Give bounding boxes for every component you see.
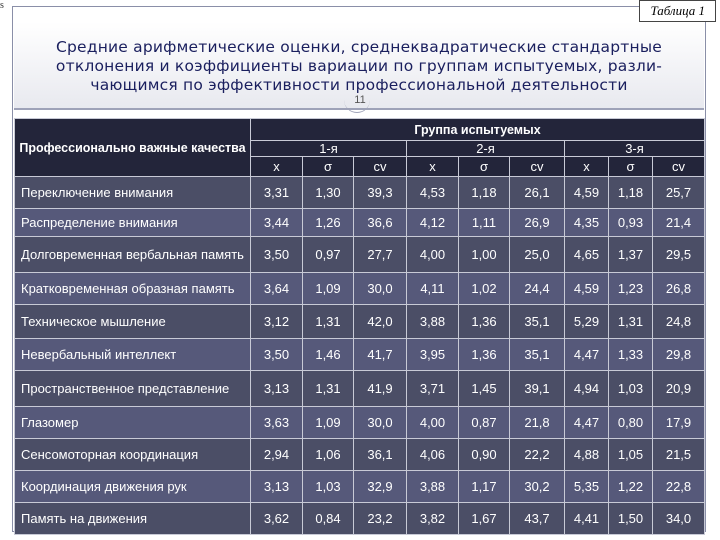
table-cell: 3,44 (251, 209, 303, 237)
quality-name: Сенсомоторная координация (15, 439, 251, 471)
table-cell: 5,29 (565, 305, 609, 339)
table-cell: 1,02 (459, 273, 510, 305)
table-cell: 0,87 (459, 407, 510, 439)
table-cell: 3,63 (251, 407, 303, 439)
table-cell: 1,18 (609, 177, 653, 209)
results-table (14, 118, 705, 535)
table-cell: 27,7 (354, 237, 407, 273)
table-cell: 1,30 (303, 177, 354, 209)
table-cell: 1,33 (609, 339, 653, 371)
quality-name: Невербальный интеллект (15, 339, 251, 371)
table-cell: 3,82 (407, 503, 459, 535)
table-cell: 4,94 (565, 371, 609, 407)
quality-name: Пространственное представление (15, 371, 251, 407)
quality-name: Распределение внимания (15, 209, 251, 237)
header-group: Группа испытуемых (251, 119, 705, 141)
table-cell: 17,9 (653, 407, 705, 439)
title-line: отклонения и коэффициенты вариации по группам испытуемых, разли- (55, 57, 663, 75)
table-cell: 1,31 (609, 305, 653, 339)
table-cell: 1,46 (303, 339, 354, 371)
header-quality: Профессионально важные качества (15, 119, 251, 177)
table-cell: 1,37 (609, 237, 653, 273)
table-cell: 3,88 (407, 471, 459, 503)
table-cell: 21,8 (510, 407, 565, 439)
table-cell: 30,0 (354, 273, 407, 305)
quality-name: Память на движения (15, 503, 251, 535)
table-cell: 4,00 (407, 407, 459, 439)
table-cell: 1,36 (459, 339, 510, 371)
quality-name: Переключение внимания (15, 177, 251, 209)
table-row (15, 371, 705, 407)
table-cell: 4,47 (565, 407, 609, 439)
table-cell: 4,11 (407, 273, 459, 305)
page-mark: s (0, 0, 4, 11)
header-col-x: x (251, 157, 303, 177)
table-cell: 0,93 (609, 209, 653, 237)
table-cell: 4,41 (565, 503, 609, 535)
table-cell: 1,45 (459, 371, 510, 407)
header-col-cv: cv (510, 157, 565, 177)
header-col-sigma: σ (609, 157, 653, 177)
table-cell: 36,6 (354, 209, 407, 237)
header-col-x: x (407, 157, 459, 177)
table-cell: 21,5 (653, 439, 705, 471)
table-cell: 3,88 (407, 305, 459, 339)
table-cell: 4,59 (565, 273, 609, 305)
table-cell: 4,53 (407, 177, 459, 209)
table-cell: 0,97 (303, 237, 354, 273)
table-cell: 4,59 (565, 177, 609, 209)
quality-name: Глазомер (15, 407, 251, 439)
header-col-sigma: σ (303, 157, 354, 177)
title-line: Средние арифметические оценки, среднеквадратические стандартные (55, 38, 662, 56)
table-label: Таблица 1 (639, 0, 716, 22)
table-cell: 1,09 (303, 273, 354, 305)
table-cell: 39,3 (354, 177, 407, 209)
table-cell: 26,9 (510, 209, 565, 237)
table-row (15, 273, 705, 305)
quality-name: Долговременная вербальная память (15, 237, 251, 273)
table-cell: 35,1 (510, 339, 565, 371)
table-cell: 1,67 (459, 503, 510, 535)
table-cell: 3,64 (251, 273, 303, 305)
table-cell: 1,11 (459, 209, 510, 237)
table-cell: 1,31 (303, 371, 354, 407)
table-cell: 0,90 (459, 439, 510, 471)
table-cell: 41,7 (354, 339, 407, 371)
table-cell: 2,94 (251, 439, 303, 471)
table-row (15, 503, 705, 535)
table-row (15, 439, 705, 471)
table-cell: 1,26 (303, 209, 354, 237)
table-cell: 1,03 (609, 371, 653, 407)
table-cell: 1,50 (609, 503, 653, 535)
table-cell: 1,31 (303, 305, 354, 339)
table-cell: 1,17 (459, 471, 510, 503)
table-cell: 3,13 (251, 471, 303, 503)
table-cell: 24,4 (510, 273, 565, 305)
slide-title (14, 38, 704, 95)
table-cell: 3,50 (251, 237, 303, 273)
table-cell: 25,0 (510, 237, 565, 273)
table-cell: 22,8 (653, 471, 705, 503)
table-cell: 43,7 (510, 503, 565, 535)
table-cell: 35,1 (510, 305, 565, 339)
table-cell: 26,1 (510, 177, 565, 209)
table-cell: 1,00 (459, 237, 510, 273)
table-cell: 4,88 (565, 439, 609, 471)
table-cell: 25,7 (653, 177, 705, 209)
header-col-cv: cv (354, 157, 407, 177)
table-cell: 39,1 (510, 371, 565, 407)
table-row (15, 407, 705, 439)
table-cell: 0,84 (303, 503, 354, 535)
table-cell: 1,23 (609, 273, 653, 305)
header-group-2: 2-я (407, 141, 565, 157)
table-row (15, 177, 705, 209)
table-cell: 1,06 (303, 439, 354, 471)
quality-name: Техническое мышление (15, 305, 251, 339)
table-cell: 3,12 (251, 305, 303, 339)
table-cell: 36,1 (354, 439, 407, 471)
header-group-3: 3-я (565, 141, 705, 157)
header-col-x: x (565, 157, 609, 177)
table-cell: 1,05 (609, 439, 653, 471)
quality-name: Кратковременная образная память (15, 273, 251, 305)
table-cell: 0,80 (609, 407, 653, 439)
table-cell: 23,2 (354, 503, 407, 535)
header-group-1: 1-я (251, 141, 407, 157)
quality-name: Координация движения рук (15, 471, 251, 503)
table-row (15, 339, 705, 371)
table-cell: 26,8 (653, 273, 705, 305)
table-cell: 1,09 (303, 407, 354, 439)
table-cell: 1,22 (609, 471, 653, 503)
table-cell: 4,00 (407, 237, 459, 273)
table-cell: 1,03 (303, 471, 354, 503)
table-cell: 3,71 (407, 371, 459, 407)
table-row (15, 471, 705, 503)
table-row (15, 305, 705, 339)
table-cell: 24,8 (653, 305, 705, 339)
table-cell: 29,5 (653, 237, 705, 273)
table-cell: 3,95 (407, 339, 459, 371)
table-cell: 4,65 (565, 237, 609, 273)
table-cell: 20,9 (653, 371, 705, 407)
table-cell: 21,4 (653, 209, 705, 237)
slide-number: 11 (354, 94, 366, 106)
table-cell: 3,13 (251, 371, 303, 407)
table-cell: 3,50 (251, 339, 303, 371)
table-cell: 1,18 (459, 177, 510, 209)
table-cell: 41,9 (354, 371, 407, 407)
header-col-cv: cv (653, 157, 705, 177)
table-cell: 42,0 (354, 305, 407, 339)
header-col-sigma: σ (459, 157, 510, 177)
table-cell: 4,35 (565, 209, 609, 237)
table-row (15, 237, 705, 273)
table-cell: 5,35 (565, 471, 609, 503)
table-cell: 4,12 (407, 209, 459, 237)
table-cell: 4,47 (565, 339, 609, 371)
table-cell: 1,36 (459, 305, 510, 339)
table-cell: 30,2 (510, 471, 565, 503)
table-cell: 4,06 (407, 439, 459, 471)
table-cell: 22,2 (510, 439, 565, 471)
table-cell: 3,62 (251, 503, 303, 535)
title-line: чающимся по эффективности профессиональной деятельности (90, 76, 628, 94)
table-cell: 32,9 (354, 471, 407, 503)
table-cell: 34,0 (653, 503, 705, 535)
table-cell: 29,8 (653, 339, 705, 371)
table-row (15, 209, 705, 237)
table-cell: 3,31 (251, 177, 303, 209)
table-cell: 30,0 (354, 407, 407, 439)
